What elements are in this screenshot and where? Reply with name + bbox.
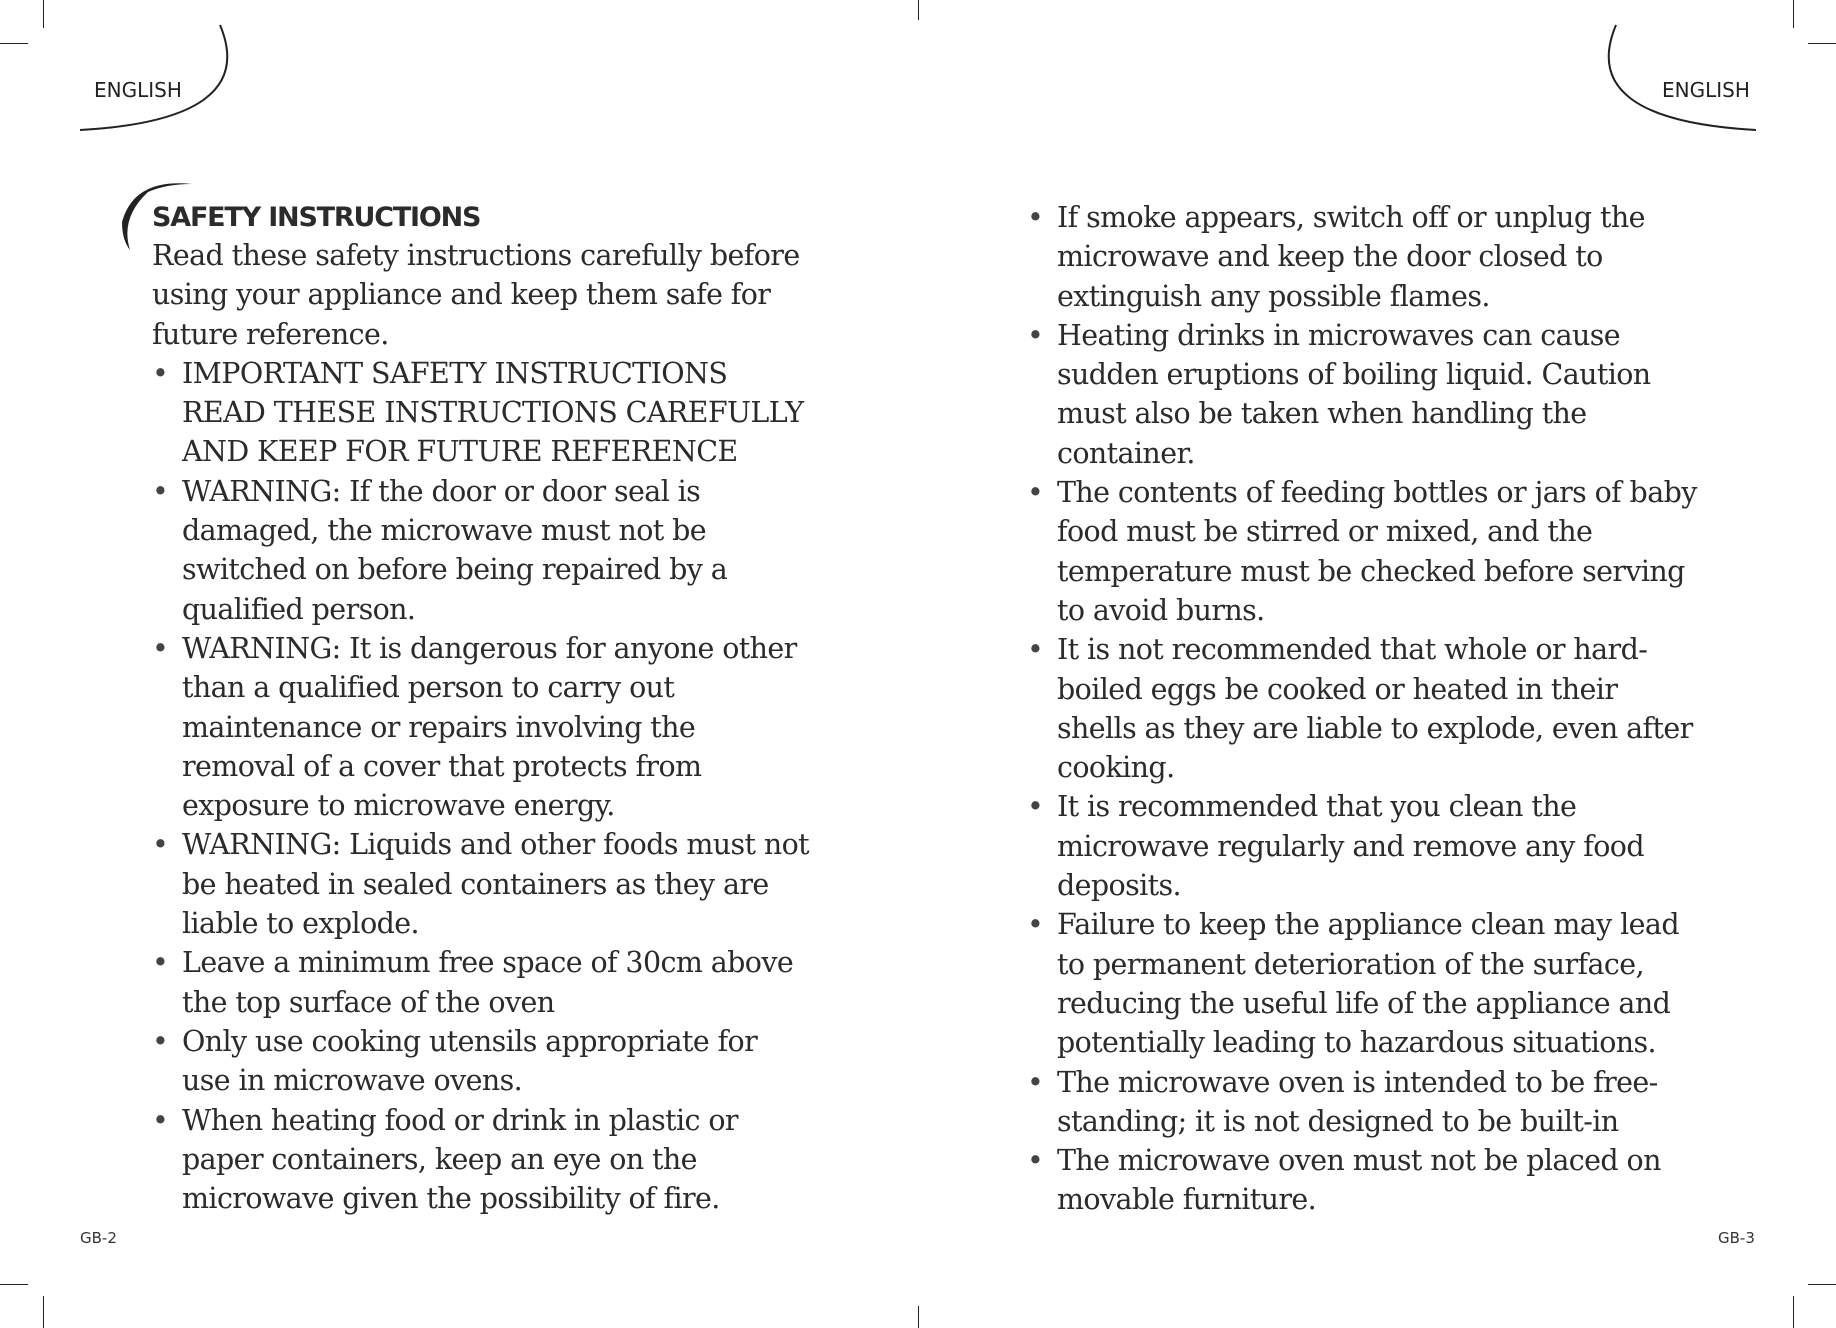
list-item: • It is not recommended that whole or hard-boiled eggs be cooked or heated in their shells as they are liable to explode, even after cooking. [1027,630,1697,787]
list-item: • The microwave oven is intended to be free-standing; it is not designed to be built-in [1027,1063,1697,1142]
page-number-right: GB-3 [1718,1229,1755,1247]
crop-mark [1793,1296,1794,1328]
right-page-content [1027,198,1697,1220]
list-item: • WARNING: If the door or door seal is damaged, the microwave must not be switched on before being repaired by a qualified person. [152,472,812,629]
list-item: • If smoke appears, switch off or unplug the microwave and keep the door closed to extinguish any possible flames. [1027,198,1697,316]
crop-mark [43,1296,44,1328]
list-item: • Only use cooking utensils appropriate for use in microwave ovens. [152,1022,812,1101]
list-item: • Heating drinks in microwaves can cause sudden eruptions of boiling liquid. Caution must also be taken when handling the container. [1027,316,1697,473]
crop-mark [0,43,28,44]
language-label-left: ENGLISH [94,78,182,102]
page-number-left: GB-2 [80,1229,117,1247]
crop-mark [43,0,44,28]
list-item: • Failure to keep the appliance clean may lead to permanent deterioration of the surface, reducing the useful life of the appliance and potentially leading to hazardous situations. [1027,905,1697,1062]
list-item: • WARNING: Liquids and other foods must not be heated in sealed containers as they are liable to explode. [152,825,812,943]
list-item: • Leave a minimum free space of 30cm above the top surface of the oven [152,943,812,1022]
intro-paragraph: Read these safety instructions carefully before using your appliance and keep them safe for future reference. [152,239,800,351]
list-item: • IMPORTANT SAFETY INSTRUCTIONS READ THESE INSTRUCTIONS CAREFULLY AND KEEP FOR FUTURE REFERENCE [152,354,812,472]
left-bullet-list [152,354,812,1219]
crop-mark [1808,43,1836,44]
crop-mark [918,0,919,20]
section-title: SAFETY INSTRUCTIONS [152,202,481,233]
list-item: • WARNING: It is dangerous for anyone other than a qualified person to carry out maintenance or repairs involving the removal of a cover that protects from exposure to microwave energy. [152,629,812,825]
list-item: • When heating food or drink in plastic or paper containers, keep an eye on the microwave given the possibility of fire. [152,1101,812,1219]
crop-mark [0,1284,28,1285]
list-item: • The contents of feeding bottles or jars of baby food must be stirred or mixed, and the temperature must be checked before serving to avoid burns. [1027,473,1697,630]
right-bullet-list [1027,198,1697,1220]
crop-mark [918,1306,919,1328]
list-item: • It is recommended that you clean the microwave regularly and remove any food deposits. [1027,787,1697,905]
crop-mark [1808,1284,1836,1285]
left-page-content [152,198,812,1218]
language-label-right: ENGLISH [1662,78,1750,102]
list-item: • The microwave oven must not be placed on movable furniture. [1027,1141,1697,1220]
crop-mark [1793,0,1794,28]
